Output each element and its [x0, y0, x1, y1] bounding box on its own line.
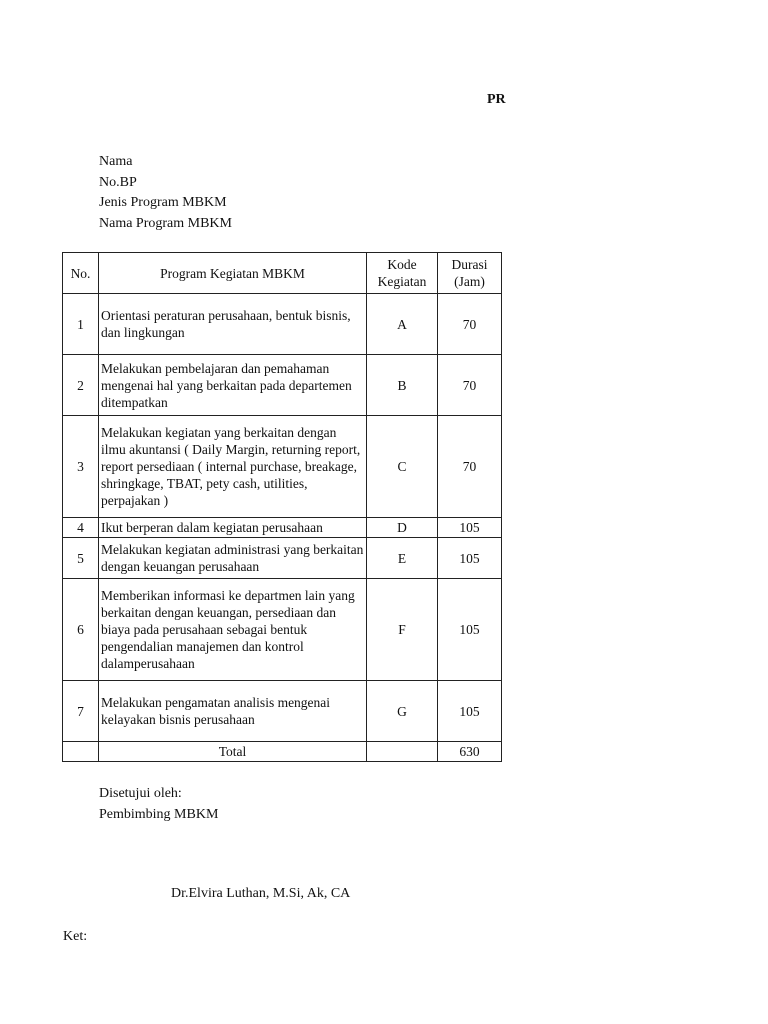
row-activity: Memberikan informasi ke departmen lain yang berkaitan dengan keuangan, persediaan dan biaya pada perusahaan sebagai bentuk pengendalian manajemen dan kontrol dalamperusahaan [99, 579, 367, 681]
approved-by-label: Disetujui oleh: [99, 786, 182, 801]
row-durasi: 105 [438, 518, 502, 538]
nama-program-label: Nama Program MBKM [99, 215, 232, 231]
row-activity: Melakukan pembelajaran dan pemahaman mengenai hal yang berkaitan pada departemen ditempatkan [99, 355, 367, 416]
row-activity: Melakukan kegiatan administrasi yang berkaitan dengan keuangan perusahaan [99, 538, 367, 579]
row-kode: B [367, 355, 438, 416]
row-durasi: 105 [438, 579, 502, 681]
header-durasi [438, 253, 502, 294]
header-program: Program Kegiatan MBKM [99, 253, 367, 294]
header-kode [367, 253, 438, 294]
row-kode: F [367, 579, 438, 681]
header-durasi-line1: Durasi [451, 257, 488, 272]
signer-name: Dr.Elvira Luthan, M.Si, Ak, CA [171, 886, 351, 901]
row-no: 3 [63, 416, 99, 518]
nobp-label: No.BP [99, 174, 137, 190]
approval-block [99, 783, 218, 825]
header-no: No. [63, 253, 99, 294]
nama-label: Nama [99, 154, 133, 169]
supervisor-label: Pembimbing MBKM [99, 807, 219, 822]
row-kode: D [367, 518, 438, 538]
header-kode-line1: Kode [387, 257, 417, 272]
row-durasi: 105 [438, 681, 502, 742]
activity-table [62, 252, 502, 762]
table-header-row [63, 253, 502, 294]
table-row [63, 294, 502, 355]
row-kode: A [367, 294, 438, 355]
table-row [63, 538, 502, 579]
ket-label: Ket: [63, 929, 88, 944]
total-label: Total [99, 742, 367, 762]
row-durasi: 70 [438, 416, 502, 518]
total-kode-empty [367, 742, 438, 762]
row-durasi: 70 [438, 294, 502, 355]
header-kode-line2: Kegiatan [377, 274, 427, 289]
table-row [63, 681, 502, 742]
table-row [63, 579, 502, 681]
header-durasi-line2: (Jam) [454, 274, 485, 289]
row-kode: C [367, 416, 438, 518]
row-no: 1 [63, 294, 99, 355]
student-info [99, 152, 232, 234]
row-durasi: 70 [438, 355, 502, 416]
table-total-row [63, 742, 502, 762]
document-title: PR [487, 92, 506, 107]
row-activity: Melakukan kegiatan yang berkaitan dengan ilmu akuntansi ( Daily Margin, returning report, report persediaan ( internal purchase, breakage, shringkage, TBAT, pety cash, utilities, perpajakan ) [99, 416, 367, 518]
row-no: 2 [63, 355, 99, 416]
row-kode: G [367, 681, 438, 742]
total-no-empty [63, 742, 99, 762]
row-no: 4 [63, 518, 99, 538]
table-row [63, 518, 502, 538]
row-no: 6 [63, 579, 99, 681]
table-row [63, 355, 502, 416]
table-row [63, 416, 502, 518]
row-no: 5 [63, 538, 99, 579]
row-activity: Ikut berperan dalam kegiatan perusahaan [99, 518, 367, 538]
row-kode: E [367, 538, 438, 579]
total-value: 630 [438, 742, 502, 762]
jenis-program-label: Jenis Program MBKM [99, 195, 227, 210]
row-durasi: 105 [438, 538, 502, 579]
row-activity: Orientasi peraturan perusahaan, bentuk bisnis, dan lingkungan [99, 294, 367, 355]
row-activity: Melakukan pengamatan analisis mengenai kelayakan bisnis perusahaan [99, 681, 367, 742]
row-no: 7 [63, 681, 99, 742]
